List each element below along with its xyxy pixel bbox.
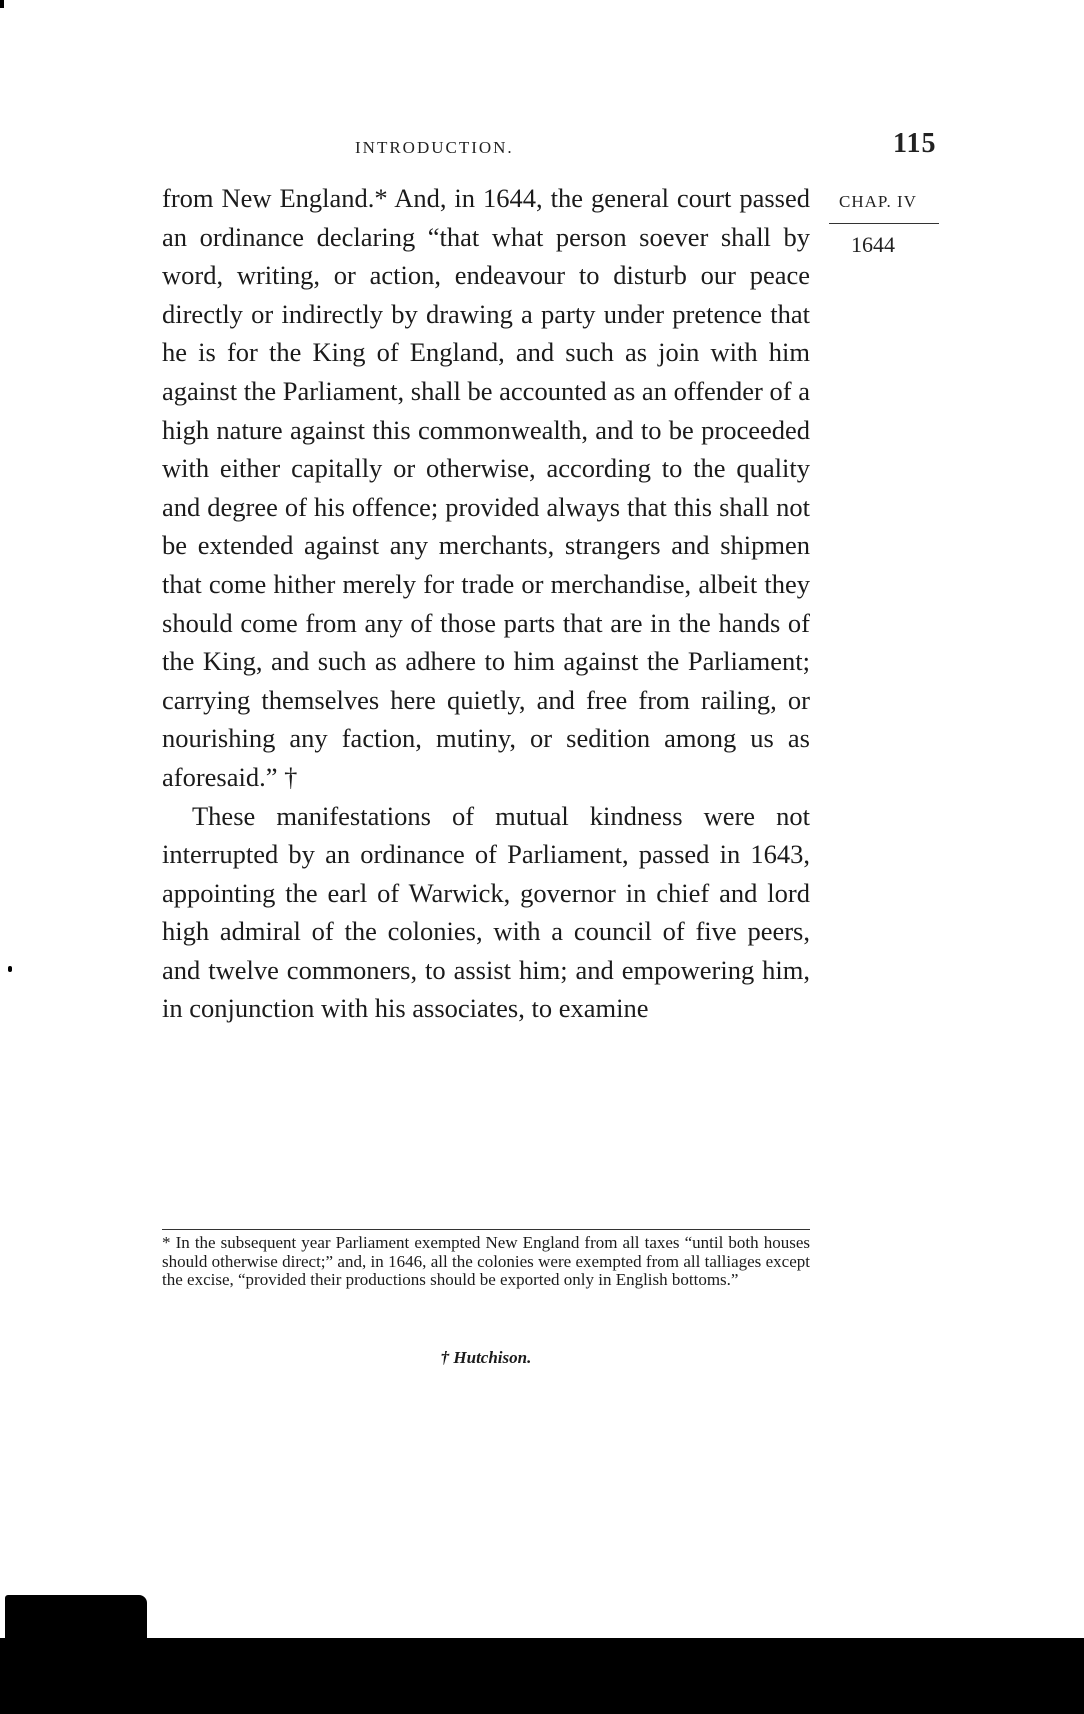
paragraph: These manifestations of mutual kindness were not interrupted by an ordinance of Parliament, passed in 1643, appointing the earl of Warwick, governor in chief and lord high admiral of the colonies, with a council of five peers, and twelve commoners, to assist him; and empowering him, in conjunction with his associates, to examine <box>162 800 810 1024</box>
footnote: * In the subsequent year Parliament exempted New England from all taxes “until both houses should otherwise direct;” and, in 1646, all the colonies were exempted from all talliages except the excise, “provided their productions should be exported only in English bottoms.” <box>162 1233 810 1289</box>
body-text <box>162 179 810 1028</box>
margin-chapter-note: CHAP. IV <box>839 192 917 211</box>
margin-rule <box>829 223 939 224</box>
footnote-citation: † Hutchison. <box>440 1348 532 1367</box>
page-number: 115 <box>893 128 937 159</box>
running-title: INTRODUCTION. <box>355 138 514 157</box>
paragraph: from New England.* And, in 1644, the general court passed an ordinance declaring “that what person soever shall by word, writing, or action, endeavour to disturb our peace directly or indirectly by drawing a party under pretence that he is for the King of England, and such as join with him against the Parliament, shall be accounted as an offender of a high nature against this commonwealth, and to be proceeded with either capitally or otherwise, according to the quality and degree of his offence; provided always that this shall not be extended against any merchants, strangers and shipmen that come hither merely for trade or merchandise, albeit they should come from any of those parts that are in the hands of the King, and such as adhere to him against the Parliament; carrying themselves here quietly, and free from railing, or nourishing any faction, mutiny, or sedition among us as aforesaid.” † <box>162 183 810 792</box>
scan-artifact <box>5 1595 147 1641</box>
footnote-rule <box>162 1229 810 1230</box>
scan-speck <box>8 966 12 972</box>
margin-year-note: 1644 <box>851 232 895 257</box>
scan-mark <box>0 0 4 8</box>
scan-edge-bar <box>0 1638 1084 1714</box>
